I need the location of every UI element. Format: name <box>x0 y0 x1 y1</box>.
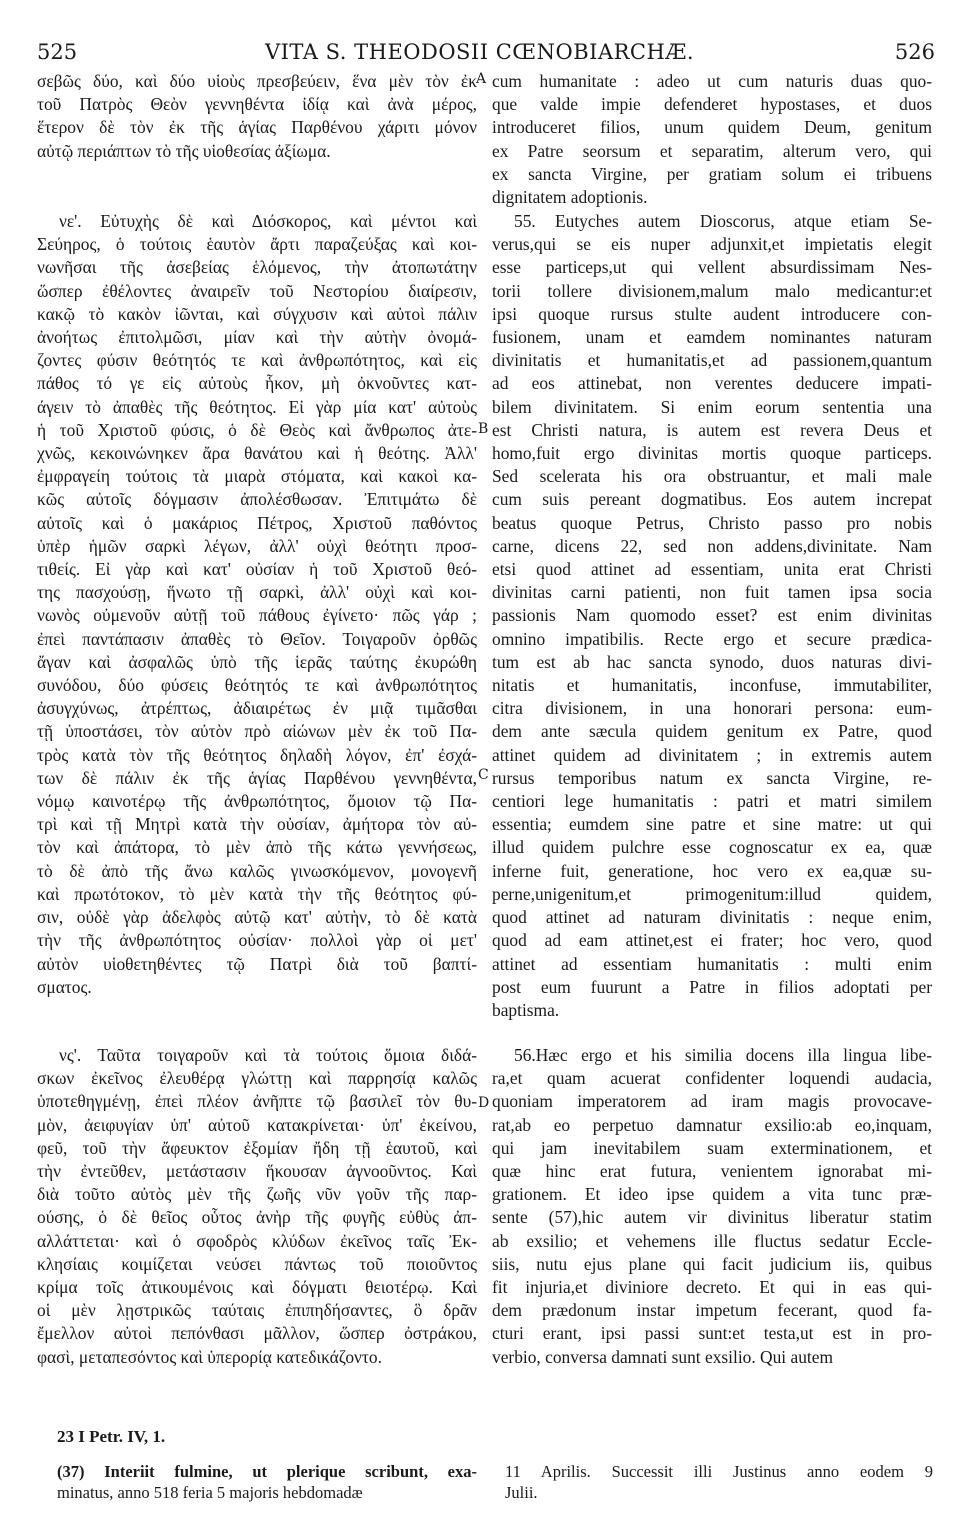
greek-line: αλλάττεται· καὶ ὁ σφοδρὸς κλύδων ἐκεῖνος ταῖς Ἐκ- <box>37 1230 477 1251</box>
greek-paragraph-1 <box>37 70 477 163</box>
note-line: Julii. <box>505 1483 538 1502</box>
latin-paragraph-1 <box>492 70 932 209</box>
latin-line: illud quidem pulchre esse cognoscatur ex ea, quæ <box>492 837 932 858</box>
greek-line: τὴν τῆς ἀνθρωπότητος οὐσίαν· πολλοὶ γὰρ οἱ μετ' <box>37 930 477 951</box>
latin-line: baptisma. <box>492 999 560 1020</box>
greek-line: χνῶς, κεκοινώνηκεν ἄρα θανάτου καὶ ἡ θεότης. Ἀλλ' <box>37 443 477 464</box>
latin-line: 55. Eutyches autem Dioscorus, atque etiam Se- <box>514 211 932 231</box>
greek-line: νωνῆσαι τῆς ἀσεβείας ἑλόμενος, τὴν ἀτοπωτάτην <box>37 257 477 278</box>
greek-line: ἐμφραγείη τούτοις τὰ μιαρὰ στόματα, καὶ κακοὶ κα- <box>37 466 477 487</box>
greek-line: φεῦ, τοῦ τὴν ἄφευκτον ἐξομίαν ἤδη τῇ ἑαυτοῦ, καὶ <box>37 1137 477 1158</box>
footnote-reference: 23 I Petr. IV, 1. <box>57 1427 166 1446</box>
greek-line: φασὶ, μεταπεσόντος καὶ ὑπερορίᾳ κατεδικάζοντο. <box>37 1346 382 1367</box>
greek-line: της πασχούσῃ, ἥνωτο τῇ σαρκὶ, ἀλλ' οὐχὶ καὶ κοι- <box>37 582 477 603</box>
latin-line: dignitatem adoptionis. <box>492 187 648 208</box>
note-line: 11 Aprilis. Successit illi Justinus anno eodem 9 <box>505 1462 933 1481</box>
latin-line: nitatis et humanitatis, inconfuse, immutabiliter, <box>492 675 932 696</box>
latin-line: Sed scelerata his ora obstruantur, et mali male <box>492 466 932 487</box>
greek-line: αὐτῷ περιάπτων τὸ τῆς υἱοθεσίας ἀξίωμα. <box>37 140 331 161</box>
latin-paragraph-56 <box>492 1044 932 1369</box>
greek-line: ὑπὲρ ἡμῶν σαρκὶ λέγων, ἀλλ' οὐχὶ θεότητι προσ- <box>37 535 477 556</box>
greek-line: οἱ μὲν λῃστρικῶς ταύταις ἐπιπηδήσαντες, ὃ δρᾶν <box>37 1300 477 1321</box>
greek-line: ὑποτεθηγμένῃ, ἐπεὶ πλέον ἀνῆπτε τῷ βασιλεῖ τὸν θυ- <box>37 1091 477 1112</box>
greek-line: ἡ τοῦ Χριστοῦ φύσις, ὁ δὲ Θεὸς καὶ ἄνθρωπος ἀτε- <box>37 419 477 440</box>
latin-line: sente (57),hic autem vir divinitus liberatur statim <box>492 1207 932 1228</box>
latin-line: tum est ab hac sancta synodo, duos naturas divi- <box>492 651 932 672</box>
greek-line: νς'. Ταῦτα τοιγαροῦν καὶ τὰ τούτοις ὅμοια διδά- <box>59 1045 477 1065</box>
latin-line: essentia; eumdem sine patre et sine matre: ut qui <box>492 814 932 835</box>
greek-line: σματος. <box>37 976 92 997</box>
latin-line: torii tollere divisionem,malum malo medicantur:et <box>492 280 932 301</box>
greek-line: ζοντες φύσιν θεότητός τε καὶ ἀνθρωπότητος, καὶ εἰς <box>37 350 477 371</box>
latin-line: fusionem, unam et eamdem nominantes naturam <box>492 327 932 348</box>
latin-line: beatus quoque Petrus, Christo passo pro nobis <box>492 512 932 533</box>
greek-line: ἔμελλον αὐτοὶ πεπόνθασι μᾶλλον, ὥσπερ ὀστράκου, <box>37 1323 477 1344</box>
latin-line: 56.Hæc ergo et his similia docens illa lingua libe- <box>514 1045 932 1065</box>
greek-paragraph-55 <box>37 210 477 999</box>
latin-line: cum humanitate : adeo ut cum naturis duas quo- <box>492 71 932 91</box>
latin-line: quod ad eam attinet,est ei frater; hoc vero, quod <box>492 930 932 951</box>
latin-line: verbio, conversa damnati sunt exsilio. Qui autem <box>492 1346 833 1367</box>
greek-paragraph-56 <box>37 1044 477 1369</box>
greek-line: τὸ δὲ ἀπὸ τῆς ἄνω καλῶς γινωσκόμενον, μονογενῆ <box>37 860 477 881</box>
margin-marker-b: B <box>478 421 489 437</box>
latin-paragraph-55 <box>492 210 932 1022</box>
greek-line: ἀσυγχύνως, ἀτρέπτως, ἀδιαιρέτως ἐν μιᾷ τιμᾶσθαι <box>37 698 477 719</box>
greek-line: τῇ ὑποστάσει, τὸν αὐτὸν πρὸ αἰώνων μὲν ἐκ τοῦ Πα- <box>37 721 477 742</box>
greek-line: ἕτερον δὲ τὸν ἐκ τῆς ἁγίας Παρθένου χάριτι μόνον <box>37 117 477 138</box>
greek-line: καὶ πρωτότοκον, τὸ μὲν κατὰ τὴν τῆς θεότητος φύ- <box>37 883 477 904</box>
note-line: (37) Interiit fulmine, ut plerique scribunt, exa- <box>57 1462 477 1481</box>
latin-line: ab exsilio; et vehemens ille fluctus sedatur Eccle- <box>492 1230 932 1251</box>
greek-line: τοῦ Πατρὸς Θεὸν γεννηθέντα ἰδίᾳ καὶ ἀνὰ μέρος, <box>37 94 477 115</box>
latin-line: ra,et quam acuerat confidenter loquendi audacia, <box>492 1068 932 1089</box>
latin-line: attinet quidem ad divinitatem ; in extremis autem <box>492 744 932 765</box>
latin-line: est Christi natura, is autem est revera Deus et <box>492 419 932 440</box>
latin-line: inferne fuit, generatione, hoc vero ex ea,quæ su- <box>492 860 932 881</box>
greek-line: τιθείς. Εἰ γὰρ καὶ κατ' οὐσίαν ἡ τοῦ Χριστοῦ θεό- <box>37 559 477 580</box>
latin-line: citra divisionem, in una honorari persona: eum- <box>492 698 932 719</box>
greek-line: μὸν, ἀειφυγίαν ὑπ' αὐτοῦ κατακρίνεται· ὑπ' ἐκείνου, <box>37 1114 477 1135</box>
latin-line: que valde impie defenderet hypostases, et duos <box>492 94 932 115</box>
greek-line: αὐτοῖς καὶ ὁ μακάριος Πέτρος, Χριστοῦ παθόντος <box>37 512 477 533</box>
greek-line: τρὸς κατὰ τὸν τῆς θεότητος δηλαδὴ λόγον, ἐπ' ἐσχά- <box>37 744 477 765</box>
greek-line: αὐτὸν υἱοθετηθέντες τῷ Πατρὶ διὰ τοῦ βαπτί- <box>37 953 477 974</box>
margin-marker-c: C <box>478 767 489 783</box>
greek-line: κλησίαις κοιμίζεται νεύσει πάντως τοῦ ποιοῦντος <box>37 1253 477 1274</box>
running-title: VITA S. THEODOSII CŒNOBIARCHÆ. <box>264 40 695 64</box>
latin-line: verus,qui se eis nuper adjunxit,et impietatis elegit <box>492 234 932 255</box>
latin-line: quod attinet ad naturam divinitatis : neque enim, <box>492 907 932 928</box>
latin-line: quæ hinc erat futura, venientem ignorabat mi- <box>492 1161 932 1182</box>
greek-line: τὸν καὶ ἀπάτορα, τὸ μὲν ἀπὸ τῆς κάτω γεννήσεως, <box>37 837 477 858</box>
greek-line: νόμῳ καινοτέρῳ τῆς ἀνθρωπότητος, ὅμοιον τῷ Πα- <box>37 791 477 812</box>
latin-line: introduceret filios, unum quidem Deum, genitum <box>492 117 932 138</box>
greek-line: ἀνοήτως ἐπιτολμῶσι, μίαν καὶ τὴν αὐτὴν ὀνομά- <box>37 327 477 348</box>
latin-line: homo,fuit ergo divinitas mortis quoque particeps. <box>492 443 932 464</box>
latin-line: qui jam inevitabilem suam exterminationem, et <box>492 1137 932 1158</box>
greek-line: ὥσπερ ἐθέλοντες ἀναιρεῖν τοῦ Νεστορίου διαίρεσιν, <box>37 280 477 301</box>
latin-line: perne,unigenitum,et primogenitum:illud quidem, <box>492 883 932 904</box>
greek-line: ούσης, ὁ δὲ θεῖος οὗτος ἀνὴρ τῆς φυγῆς εὐθὺς ἀπ- <box>37 1207 477 1228</box>
greek-line: κῶς αὐτοῖς δόγμασιν ἀπολέσθωσαν. Ἐπιτιμάτω δὲ <box>37 489 477 510</box>
latin-line: omnino impatibilis. Recte ergo et secure prædica- <box>492 628 932 649</box>
greek-line: ἐπεὶ παντάπασιν ἀπαθὲς τὸ Θεῖον. Τοιγαροῦν ὀρθῶς <box>37 628 477 649</box>
note-line: minatus, anno 518 feria 5 majoris hebdomadæ <box>57 1483 363 1502</box>
greek-line: νωνὸς οὐμενοῦν αὐτῇ τοῦ πάθους ἐγίνετο· πῶς γάρ ; <box>37 605 477 626</box>
latin-line: ad eos attinebat, non verentes deducere impati- <box>492 373 932 394</box>
margin-marker-d: D <box>478 1095 490 1111</box>
latin-line: etsi quod attinet ad essentiam, unita erat Christi <box>492 559 932 580</box>
greek-line: κρίμα τοῖς ἀτικουμένοις καὶ δόγματι θειοτέρῳ. Καὶ <box>37 1277 477 1298</box>
greek-line: τὴν ἐντεῦθεν, μετάστασιν ἥκουσαν ἀγνοοῦντος. Καὶ <box>37 1161 477 1182</box>
latin-line: centiori lege humanitatis : patri et matri similem <box>492 791 932 812</box>
latin-line: attinet ad essentiam humanitatis : multi enim <box>492 953 932 974</box>
greek-line: των δὲ πάλιν ἐκ τῆς ἁγίας Παρθένου γεννηθέντα, <box>37 767 477 788</box>
latin-line: siis, nutu ejus plane qui facit judicium iis, quibus <box>492 1253 932 1274</box>
endnote-right <box>505 1461 933 1503</box>
latin-line: ex Patre seorsum et separatim, alterum vero, qui <box>492 140 932 161</box>
latin-line: ipsi quoque rursus stulte audent introducere con- <box>492 303 932 324</box>
latin-line: rat,ab eo perpetuo damnatur exsilio:ab eo,inquam, <box>492 1114 932 1135</box>
greek-line: διὰ τοῦτο αὐτὸς μὲν τῆς ζωῆς νῦν γοῦν τῆς παρ- <box>37 1184 477 1205</box>
greek-line: πάθος τό γε εἰς αὐτοὺς ἧκον, μὴ ὀκνοῦντες κατ- <box>37 373 477 394</box>
greek-line: συνόδου, δύο φύσεις θεότητός τε καὶ ἀνθρωπότητος <box>37 675 477 696</box>
latin-line: dem prædonum instar impetum fecerant, quod fa- <box>492 1300 932 1321</box>
latin-line: carne, dicens 22, sed non addens,divinitate. Nam <box>492 535 932 556</box>
latin-line: cturi erant, ipsi passi sunt:et testa,ut est in pro- <box>492 1323 932 1344</box>
greek-line: άγειν τὸ ἀπαθὲς τῆς θεότητος. Εἰ γὰρ μία κατ' αὐτοὺς <box>37 396 477 417</box>
endnote-left <box>57 1461 477 1503</box>
latin-line: rursus temporibus natum ex sancta Virgine, re- <box>492 767 932 788</box>
latin-line: quoniam imperatorem ad iram magis provocave- <box>492 1091 932 1112</box>
greek-line: νε'. Εὐτυχὴς δὲ καὶ Διόσκορος, καὶ μέντοι καὶ <box>59 211 477 231</box>
latin-line: ex sancta Virgine, per gratiam solum ei tribuens <box>492 163 932 184</box>
latin-line: divinitas carni patienti, non fuit tamen ipsa socia <box>492 582 932 603</box>
greek-line: Σεύηρος, ὁ τούτοις ἑαυτὸν ἄρτι παραζεύξας καὶ κοι- <box>37 234 477 255</box>
greek-line: κακῷ τὸ κακὸν ἰῶνται, καὶ σύγχυσιν καὶ αὐτοὶ πάλιν <box>37 303 477 324</box>
greek-line: σκων ἐκεῖνος ἐλευθέρᾳ γλώττῃ καὶ παρρησίᾳ καλῶς <box>37 1068 477 1089</box>
latin-line: bilem divinitatem. Si enim eorum sententia una <box>492 396 932 417</box>
latin-line: cum suis pereant dogmatibus. Eos autem increpat <box>492 489 932 510</box>
greek-line: ἄγαν καὶ ἀσφαλῶς ὑπὸ τῆς ἱερᾶς ταύτης ἐκυρώθη <box>37 651 477 672</box>
latin-line: fit injuria,et diviniore decreto. Et qui in eas qui- <box>492 1277 932 1298</box>
latin-line: dem ante sæcula quidem genitum ex Patre, quod <box>492 721 932 742</box>
margin-marker-a: A <box>476 71 487 87</box>
greek-line: τρὶ καὶ τῇ Μητρὶ κατὰ τὴν οὐσίαν, ἀμήτορα τὸν αὐ- <box>37 814 477 835</box>
page-number-left: 525 <box>37 40 78 64</box>
latin-line: post eum fuurunt a Patre in filios adoptati per <box>492 976 932 997</box>
page-number-right: 526 <box>894 40 935 64</box>
latin-line: esse particeps,ut qui vellent absurdissimam Nes- <box>492 257 932 278</box>
latin-line: grationem. Et ideo ipse quidem a vita tunc præ- <box>492 1184 932 1205</box>
greek-line: σεβῶς δύο, καὶ δύο υἱοὺς πρεσβεύειν, ἕνα μὲν τὸν ἐκ <box>37 71 477 91</box>
greek-line: σιν, οὐδὲ γὰρ ἀδελφὸς αὐτῷ κατ' αὐτὴν, τὸ δὲ κατὰ <box>37 907 477 928</box>
latin-line: divinitatis et humanitatis,et ad passionem,quantum <box>492 350 932 371</box>
latin-line: passionis Nam quomodo esset? est enim divinitas <box>492 605 932 626</box>
